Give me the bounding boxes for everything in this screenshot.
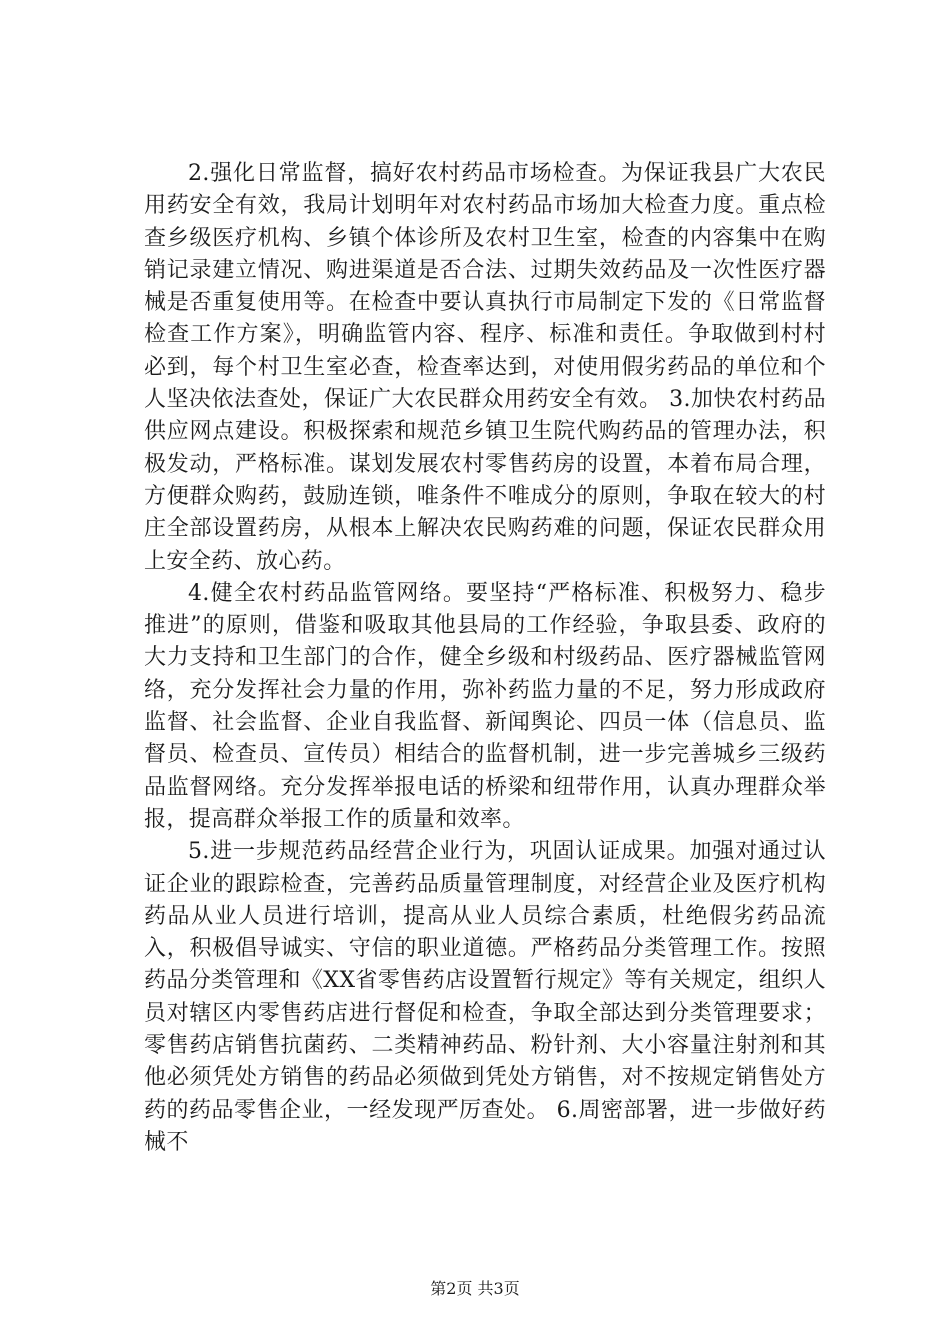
- paragraph-item-5-6: 5.进一步规范药品经营企业行为，巩固认证成果。加强对通过认证企业的跟踪检查，完善药品质量管理制度，对经营企业及医疗机构药品从业人员进行培训，提高从业人员综合素质，杜绝假劣药品流入，积极倡导诚实、守信的职业道德。严格药品分类管理工作。按照药品分类管理和《XX省零售药店设置暂行规定》等有关规定，组织人员对辖区内零售药店进行督促和检查，争取全部达到分类管理要求；零售药店销售抗菌药、二类精神药品、粉针剂、大小容量注射剂和其他必须凭处方销售的药品必须做到凭处方销售，对不按规定销售处方药的药品零售企业，一经发现严厉查处。 6.周密部署，进一步做好药械不: [144, 839, 826, 1155]
- page-footer: [0, 1279, 950, 1299]
- page-number-label: 第2页 共3页: [430, 1279, 520, 1298]
- document-body: [144, 158, 826, 1159]
- paragraph-item-4: 4.健全农村药品监管网络。要坚持“严格标准、积极努力、稳步推进”的原则，借鉴和吸取其他县局的工作经验，争取县委、政府的大力支持和卫生部门的合作，健全乡级和村级药品、医疗器械监管网络，充分发挥社会力量的作用，弥补药监力量的不足，努力形成政府监督、社会监督、企业自我监督、新闻舆论、四员一体（信息员、监督员、检查员、宣传员）相结合的监督机制，进一步完善城乡三级药品监督网络。充分发挥举报电话的桥梁和纽带作用，认真办理群众举报，提高群众举报工作的质量和效率。: [144, 580, 826, 832]
- paragraph-item-2-3: 2.强化日常监督，搞好农村药品市场检查。为保证我县广大农民用药安全有效，我局计划明年对农村药品市场加大检查力度。重点检查乡级医疗机构、乡镇个体诊所及农村卫生室，检查的内容集中在购销记录建立情况、购进渠道是否合法、过期失效药品及一次性医疗器械是否重复使用等。在检查中要认真执行市局制定下发的《日常监督检查工作方案》，明确监管内容、程序、标准和责任。争取做到村村必到，每个村卫生室必查，检查率达到，对使用假劣药品的单位和个人坚决依法查处，保证广大农民群众用药安全有效。 3.加快农村药品供应网点建设。积极探索和规范乡镇卫生院代购药品的管理办法，积极发动，严格标准。谋划发展农村零售药房的设置，本着布局合理，方便群众购药，鼓励连锁，唯条件不唯成分的原则，争取在较大的村庄全部设置药房，从根本上解决农民购药难的问题，保证农民群众用上安全药、放心药。: [144, 161, 826, 574]
